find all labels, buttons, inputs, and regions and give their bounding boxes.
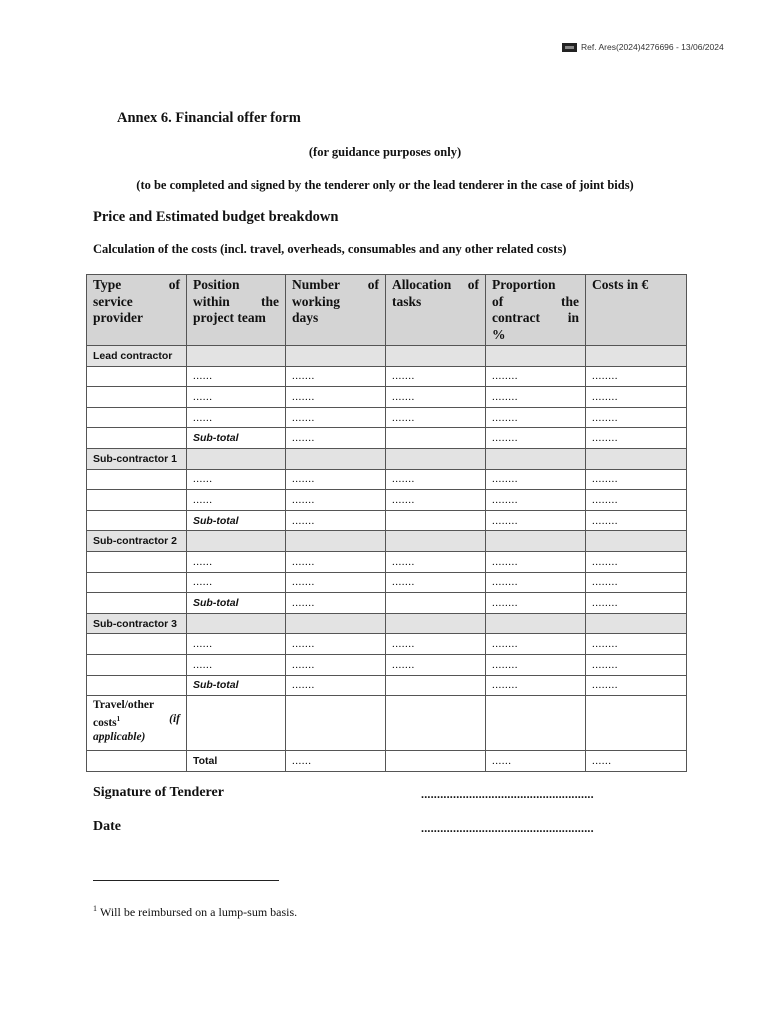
- proportion-cell[interactable]: ........: [486, 428, 586, 449]
- table-row: [87, 634, 687, 655]
- table-row: [87, 490, 687, 511]
- costs-cell[interactable]: ........: [586, 469, 687, 490]
- position-cell[interactable]: ......: [187, 634, 286, 655]
- days-cell[interactable]: .......: [286, 634, 386, 655]
- proportion-cell[interactable]: ........: [486, 366, 586, 387]
- section-row-sub2: [87, 531, 687, 552]
- table-row: [87, 572, 687, 593]
- costs-cell[interactable]: ........: [586, 634, 687, 655]
- footnote-mark: 1: [93, 904, 97, 913]
- header-type: Type of service provider: [87, 275, 187, 346]
- date-field[interactable]: ......................................................: [421, 821, 594, 835]
- travel-row: [87, 696, 687, 751]
- footnote-text: Will be reimbursed on a lump-sum basis.: [100, 905, 298, 919]
- table-row: [87, 551, 687, 572]
- days-cell[interactable]: .......: [286, 428, 386, 449]
- allocation-cell[interactable]: .......: [386, 469, 486, 490]
- header-allocation: Allocation of tasks: [386, 275, 486, 346]
- costs-cell[interactable]: ........: [586, 675, 687, 696]
- subtotal-row: [87, 593, 687, 614]
- annex-title: Annex 6. Financial offer form: [117, 110, 301, 126]
- subtotal-label: Sub-total: [187, 593, 286, 614]
- proportion-cell[interactable]: ........: [486, 490, 586, 511]
- proportion-cell[interactable]: ........: [486, 634, 586, 655]
- table-row: [87, 387, 687, 408]
- table-row: [87, 469, 687, 490]
- position-cell[interactable]: ......: [187, 490, 286, 511]
- guidance-note: (for guidance purposes only): [308, 145, 462, 159]
- costs-cell[interactable]: ........: [586, 366, 687, 387]
- section-label: Sub-contractor 2: [87, 531, 187, 552]
- allocation-cell[interactable]: .......: [386, 654, 486, 675]
- calculation-title: Calculation of the costs (incl. travel, overheads, consumables and any other related costs): [93, 242, 567, 256]
- days-cell[interactable]: .......: [286, 387, 386, 408]
- days-cell[interactable]: .......: [286, 469, 386, 490]
- reference-stamp: [562, 42, 724, 52]
- days-cell[interactable]: .......: [286, 551, 386, 572]
- position-cell[interactable]: ......: [187, 366, 286, 387]
- budget-table: [86, 274, 687, 772]
- costs-cell[interactable]: ........: [586, 490, 687, 511]
- table-row: [87, 654, 687, 675]
- footnote-divider: [93, 880, 279, 881]
- allocation-cell[interactable]: .......: [386, 490, 486, 511]
- total-days-cell[interactable]: ......: [286, 751, 386, 772]
- proportion-cell[interactable]: ........: [486, 572, 586, 593]
- costs-cell[interactable]: ........: [586, 593, 687, 614]
- subtotal-row: [87, 675, 687, 696]
- days-cell[interactable]: .......: [286, 654, 386, 675]
- total-proportion-cell[interactable]: ......: [486, 751, 586, 772]
- subtotal-label: Sub-total: [187, 510, 286, 531]
- costs-cell[interactable]: ........: [586, 428, 687, 449]
- total-label: Total: [187, 751, 286, 772]
- allocation-cell[interactable]: .......: [386, 572, 486, 593]
- subtotal-row: [87, 428, 687, 449]
- section-label: Lead contractor: [87, 346, 187, 367]
- proportion-cell[interactable]: ........: [486, 469, 586, 490]
- section-row-sub1: [87, 448, 687, 469]
- allocation-cell[interactable]: .......: [386, 551, 486, 572]
- allocation-cell[interactable]: .......: [386, 407, 486, 428]
- section-row-sub3: [87, 613, 687, 634]
- costs-cell[interactable]: ........: [586, 510, 687, 531]
- section-title: Price and Estimated budget breakdown: [93, 209, 339, 225]
- table-row: [87, 407, 687, 428]
- table-row: [87, 366, 687, 387]
- days-cell[interactable]: .......: [286, 366, 386, 387]
- signature-label: Signature of Tenderer: [93, 785, 224, 800]
- days-cell[interactable]: .......: [286, 490, 386, 511]
- days-cell[interactable]: .......: [286, 407, 386, 428]
- footnote: [93, 904, 297, 920]
- days-cell[interactable]: .......: [286, 593, 386, 614]
- proportion-cell[interactable]: ........: [486, 510, 586, 531]
- section-label: Sub-contractor 1: [87, 448, 187, 469]
- allocation-cell[interactable]: .......: [386, 634, 486, 655]
- position-cell[interactable]: ......: [187, 469, 286, 490]
- signature-field[interactable]: ......................................................: [421, 787, 594, 801]
- section-row-lead: [87, 346, 687, 367]
- subtotal-label: Sub-total: [187, 428, 286, 449]
- proportion-cell[interactable]: ........: [486, 654, 586, 675]
- header-position: Position within the project team: [187, 275, 286, 346]
- total-costs-cell[interactable]: ......: [586, 751, 687, 772]
- costs-cell[interactable]: ........: [586, 572, 687, 593]
- proportion-cell[interactable]: ........: [486, 387, 586, 408]
- costs-cell[interactable]: ........: [586, 551, 687, 572]
- date-label: Date: [93, 819, 121, 834]
- days-cell[interactable]: .......: [286, 572, 386, 593]
- costs-cell[interactable]: ........: [586, 407, 687, 428]
- days-cell[interactable]: .......: [286, 675, 386, 696]
- completion-note: (to be completed and signed by the tenderer only or the lead tenderer in the case of joint bids): [136, 178, 634, 192]
- proportion-cell[interactable]: ........: [486, 593, 586, 614]
- total-row: [87, 751, 687, 772]
- table-header-row: [87, 275, 687, 346]
- position-cell[interactable]: ......: [187, 654, 286, 675]
- position-cell[interactable]: ......: [187, 387, 286, 408]
- stamp-icon: [562, 43, 577, 52]
- costs-cell[interactable]: ........: [586, 387, 687, 408]
- header-working-days: Number of working days: [286, 275, 386, 346]
- proportion-cell[interactable]: ........: [486, 675, 586, 696]
- costs-cell[interactable]: ........: [586, 654, 687, 675]
- days-cell[interactable]: .......: [286, 510, 386, 531]
- reference-text: Ref. Ares(2024)4276696 - 13/06/2024: [581, 42, 724, 52]
- allocation-cell[interactable]: .......: [386, 387, 486, 408]
- header-costs: Costs in €: [586, 275, 687, 346]
- header-proportion: Proportion of the contract in %: [486, 275, 586, 346]
- allocation-cell[interactable]: .......: [386, 366, 486, 387]
- section-label: Sub-contractor 3: [87, 613, 187, 634]
- travel-label: Travel/other costs$^1$ (if applicable): [87, 696, 187, 751]
- position-cell[interactable]: ......: [187, 572, 286, 593]
- proportion-cell[interactable]: ........: [486, 407, 586, 428]
- subtotal-row: [87, 510, 687, 531]
- position-cell[interactable]: ......: [187, 551, 286, 572]
- proportion-cell[interactable]: ........: [486, 551, 586, 572]
- subtotal-label: Sub-total: [187, 675, 286, 696]
- position-cell[interactable]: ......: [187, 407, 286, 428]
